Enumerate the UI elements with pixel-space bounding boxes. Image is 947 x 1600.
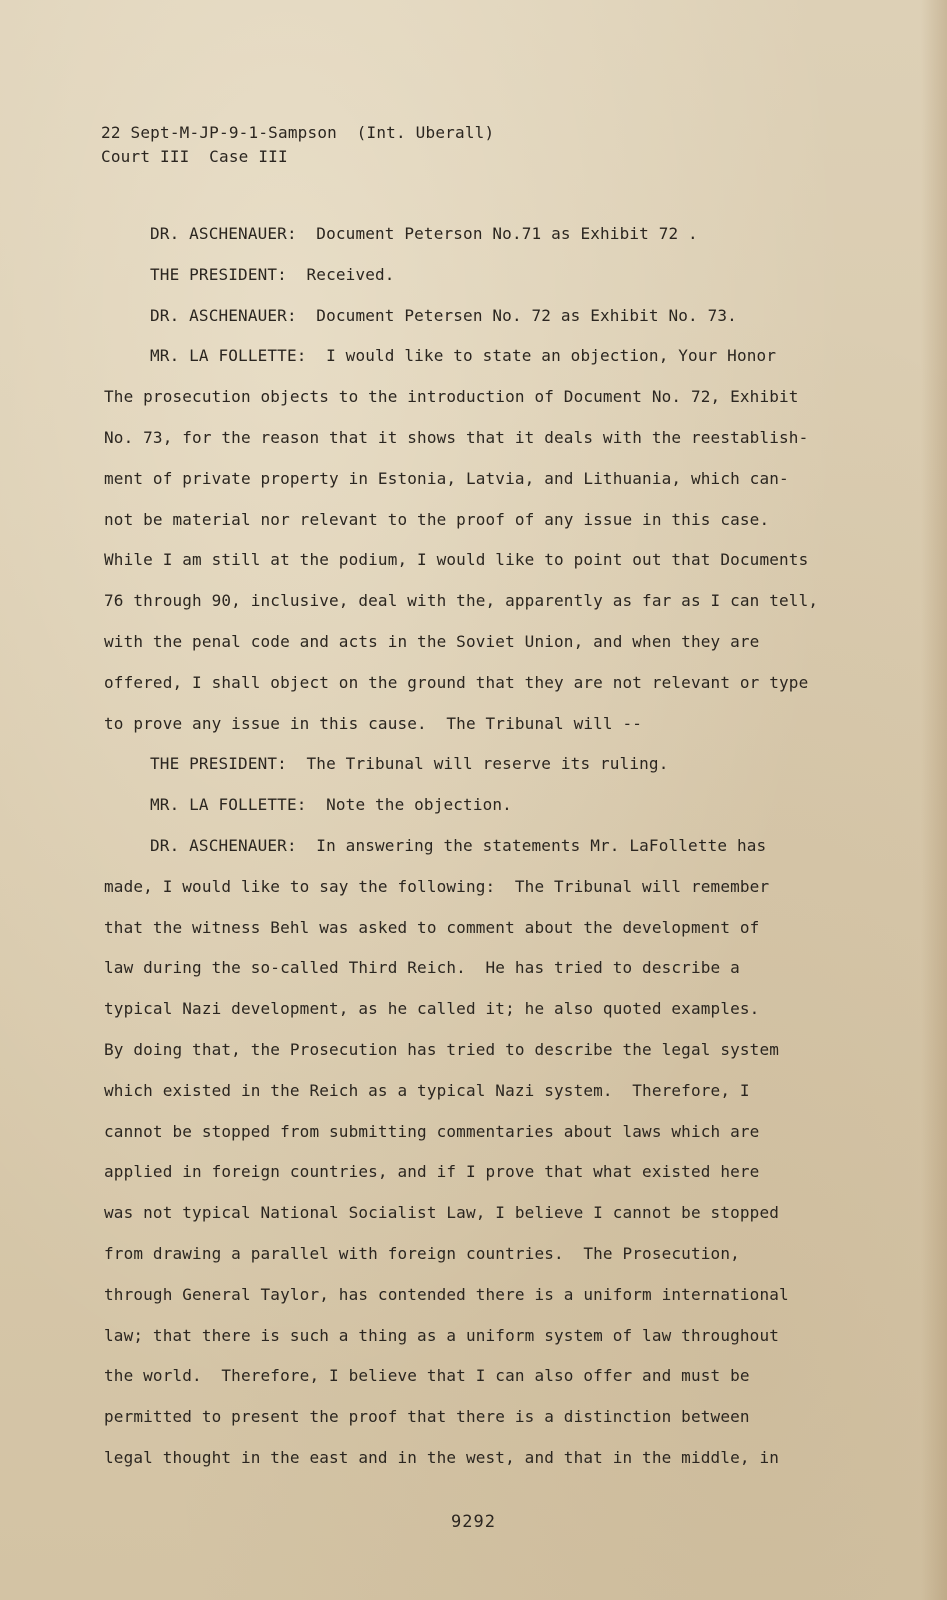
transcript-line: 76 through 90, inclusive, deal with the, apparently as far as I can tell, [104,591,819,611]
header-line-2: Court III Case III [101,147,288,166]
transcript-line: that the witness Behl was asked to comment about the development of [104,917,760,937]
transcript-line: legal thought in the east and in the west, and that in the middle, in [104,1447,780,1467]
transcript-line: permitted to present the proof that there is a distinction between [104,1407,750,1427]
page-edge-shadow [921,0,947,1600]
transcript-line: cannot be stopped from submitting commentaries about laws which are [104,1121,760,1141]
transcript-line: THE PRESIDENT: The Tribunal will reserve its ruling. [150,754,669,774]
transcript-line: to prove any issue in this cause. The Tribunal will -- [104,713,643,733]
transcript-line: offered, I shall object on the ground that they are not relevant or type [104,672,809,692]
transcript-line: through General Taylor, has contended there is a uniform international [104,1284,789,1304]
transcript-line: THE PRESIDENT: Received. [150,264,395,284]
transcript-line: DR. ASCHENAUER: Document Peterson No.71 as Exhibit 72 . [150,224,698,243]
transcript-line: The prosecution objects to the introduction of Document No. 72, Exhibit [104,387,799,407]
transcript-line: DR. ASCHENAUER: In answering the statements Mr. LaFollette has [150,835,767,855]
transcript-line: DR. ASCHENAUER: Document Petersen No. 72 as Exhibit No. 73. [150,305,737,325]
transcript-line: typical Nazi development, as he called it; he also quoted examples. [104,999,760,1019]
transcript-line: from drawing a parallel with foreign countries. The Prosecution, [104,1243,740,1263]
page-number: 9292 [451,1512,496,1532]
transcript-line: the world. Therefore, I believe that I can also offer and must be [104,1366,750,1386]
transcript-line: made, I would like to say the following: The Tribunal will remember [104,876,770,896]
transcript-line: law; that there is such a thing as a uniform system of law throughout [104,1325,780,1345]
transcript-line: MR. LA FOLLETTE: Note the objection. [150,795,512,815]
transcript-line: with the penal code and acts in the Soviet Union, and when they are [104,631,760,651]
transcript-line: was not typical National Socialist Law, I believe I cannot be stopped [104,1203,780,1223]
transcript-line: No. 73, for the reason that it shows that it deals with the reestablish- [104,427,809,447]
transcript-line: not be material nor relevant to the proof of any issue in this case. [104,509,770,529]
document-header [101,121,494,169]
transcript-line: MR. LA FOLLETTE: I would like to state an objection, Your Honor [150,346,777,366]
transcript-line: By doing that, the Prosecution has tried to describe the legal system [104,1039,780,1059]
transcript-line: applied in foreign countries, and if I prove that what existed here [104,1162,760,1182]
transcript-body [104,214,864,1479]
transcript-line: While I am still at the podium, I would like to point out that Documents [104,550,809,570]
transcript-line: law during the so-called Third Reich. He has tried to describe a [104,958,740,978]
transcript-line: which existed in the Reich as a typical Nazi system. Therefore, I [104,1080,750,1100]
transcript-line: ment of private property in Estonia, Latvia, and Lithuania, which can- [104,468,789,488]
header-line-1: 22 Sept-M-JP-9-1-Sampson (Int. Uberall) [101,123,495,142]
